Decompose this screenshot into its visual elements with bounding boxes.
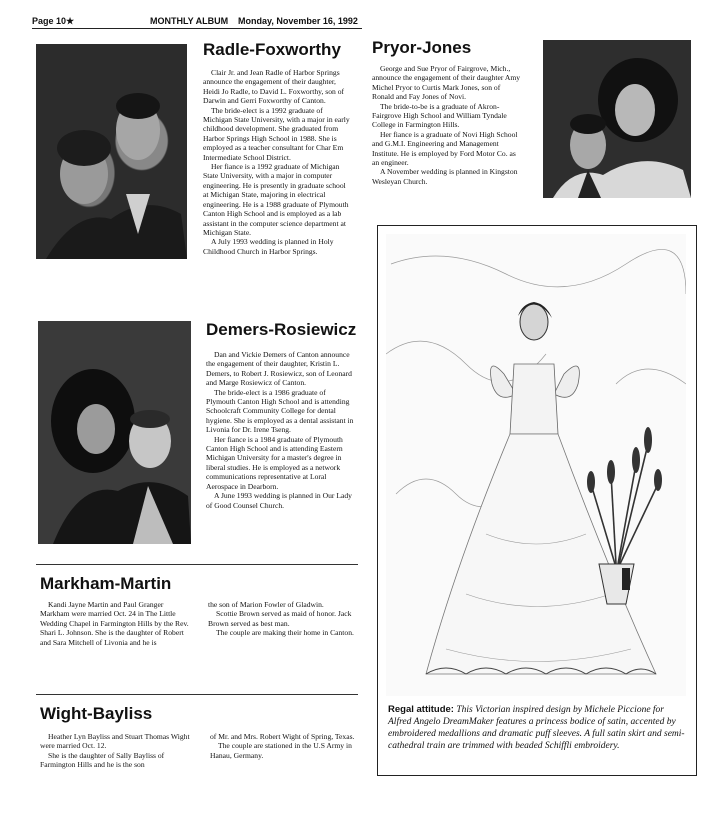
paragraph: Her fiance is a graduate of Novi High School and G.M.I. Engineering and Management Institute. He is employed by Ford Motor Co. as an engineer. (372, 129, 518, 168)
paragraph: A November wedding is planned in Kingston Wesleyan Church. (372, 167, 518, 186)
feature-caption (388, 704, 686, 752)
paragraph: Kandi Jayne Martin and Paul Granger Markham were married Oct. 24 in The Little Wedding Chapel in Farmington Hills by the Rev. Shari L. Johnson. She is the daughter of Robert and Sara Mitchell of Livonia and he is (40, 600, 189, 647)
caption-text: This Victorian inspired design by Michele Piccione for Alfred Angelo DreamMaker features a princess bodice of satin, accented by embroidered medallions and dramatic puff sleeves. A full satin skirt and semi-cathedral train are trimmed with beaded Schiffli embroidery. (388, 705, 685, 751)
markham-martin-headline: Markham-Martin (40, 574, 172, 593)
paragraph: A June 1993 wedding is planned in Our Lady of Good Counsel Church. (206, 491, 352, 510)
masthead (32, 14, 362, 29)
paragraph: of Mr. and Mrs. Robert Wight of Spring, Texas. (210, 732, 355, 741)
paragraph: A July 1993 wedding is planned in Holy Childhood Church in Harbor Springs. (203, 237, 334, 256)
paragraph: Scottie Brown served as maid of honor. Jack Brown served as best man. (208, 609, 352, 628)
wight-bayliss-col2 (210, 732, 360, 760)
paragraph: the son of Marion Fowler of Gladwin. (208, 600, 324, 609)
paragraph: The couple are making their home in Canton. (216, 628, 354, 638)
section-divider (36, 694, 358, 695)
paragraph: She is the daughter of Sally Bayliss of Farmington Hills and he is the son (40, 750, 165, 770)
pryor-jones-headline: Pryor-Jones (372, 38, 472, 57)
demers-rosiewicz-photo (38, 321, 191, 544)
pryor-jones-body (372, 64, 522, 186)
wight-bayliss-headline: Wight-Bayliss (40, 704, 153, 723)
section-name: MONTHLY ALBUM (150, 16, 229, 26)
page-number: Page 10★ (32, 16, 75, 26)
issue-date: Monday, November 16, 1992 (238, 16, 358, 26)
paragraph: Her fiance is a 1992 graduate of Michigan State University, with a major in computer engineering. He is presently in graduate school at Michigan State, majoring in electrical engineering. He is a 1988 graduate of Plymouth Canton High School and is employed as a lab assistant in the computer science department at Michigan State. (203, 162, 349, 237)
paragraph: The bride-elect is a 1992 graduate of Michigan State University, with a major in early childhood development. She graduated from Harbor Springs High School in 1988. She is employed as a teacher consultant for Char Em Intermediate School District. (203, 105, 350, 162)
radle-foxworthy-photo (36, 44, 187, 259)
paragraph: George and Sue Pryor of Fairgrove, Mich., announce the engagement of their daughter Amy Michel Pryor to Curtis Mark Jones, son of Ronald and Fay Jones of Novi. (372, 64, 521, 102)
section-divider (36, 564, 358, 565)
demers-rosiewicz-body (206, 350, 356, 510)
markham-martin-col1 (40, 600, 190, 647)
caption-lead: Regal attitude: (388, 704, 454, 715)
radle-foxworthy-headline: Radle-Foxworthy (203, 40, 341, 59)
paragraph: The bride-elect is a 1986 graduate of Plymouth Canton High School and is attending Schoolcraft Community College for dental hygiene. She is employed as a dental assistant in Livonia for Dr. Irene Tseng. (206, 387, 354, 435)
paragraph: Her fiance is a 1984 graduate of Plymouth Canton High School and is attending Eastern Michigan University for a master's degree in liberal studies. He is employed as a network communications representative at Loral Aerospace in Dearborn. (206, 434, 343, 491)
wedding-gown-photo (386, 234, 686, 696)
paragraph: Clair Jr. and Jean Radle of Harbor Springs announce the engagement of their daughter, Heidi Jo Radle, to David L. Foxworthy, son of Darwin and Gerri Foxworthy of Canton. (203, 68, 345, 106)
paragraph: The bride-to-be is a graduate of Akron-Fairgrove High School and William Tyndale College in Farmington Hills. (372, 101, 507, 130)
wight-bayliss-col1 (40, 732, 192, 770)
demers-rosiewicz-headline: Demers-Rosiewicz (206, 320, 357, 339)
pryor-jones-photo (543, 40, 691, 198)
feature-box (377, 225, 697, 776)
paragraph: The couple are stationed in the U.S Army in Hanau, Germany. (210, 741, 352, 760)
paragraph: Dan and Vickie Demers of Canton announce the engagement of their daughter, Kristin L. Demers, to Robert J. Rosiewicz, son of Leonard and Marge Rosiewicz of Canton. (206, 350, 352, 388)
markham-martin-col2 (208, 600, 358, 638)
radle-foxworthy-body (203, 68, 351, 256)
paragraph: Heather Lyn Bayliss and Stuart Thomas Wight were married Oct. 12. (40, 732, 190, 751)
